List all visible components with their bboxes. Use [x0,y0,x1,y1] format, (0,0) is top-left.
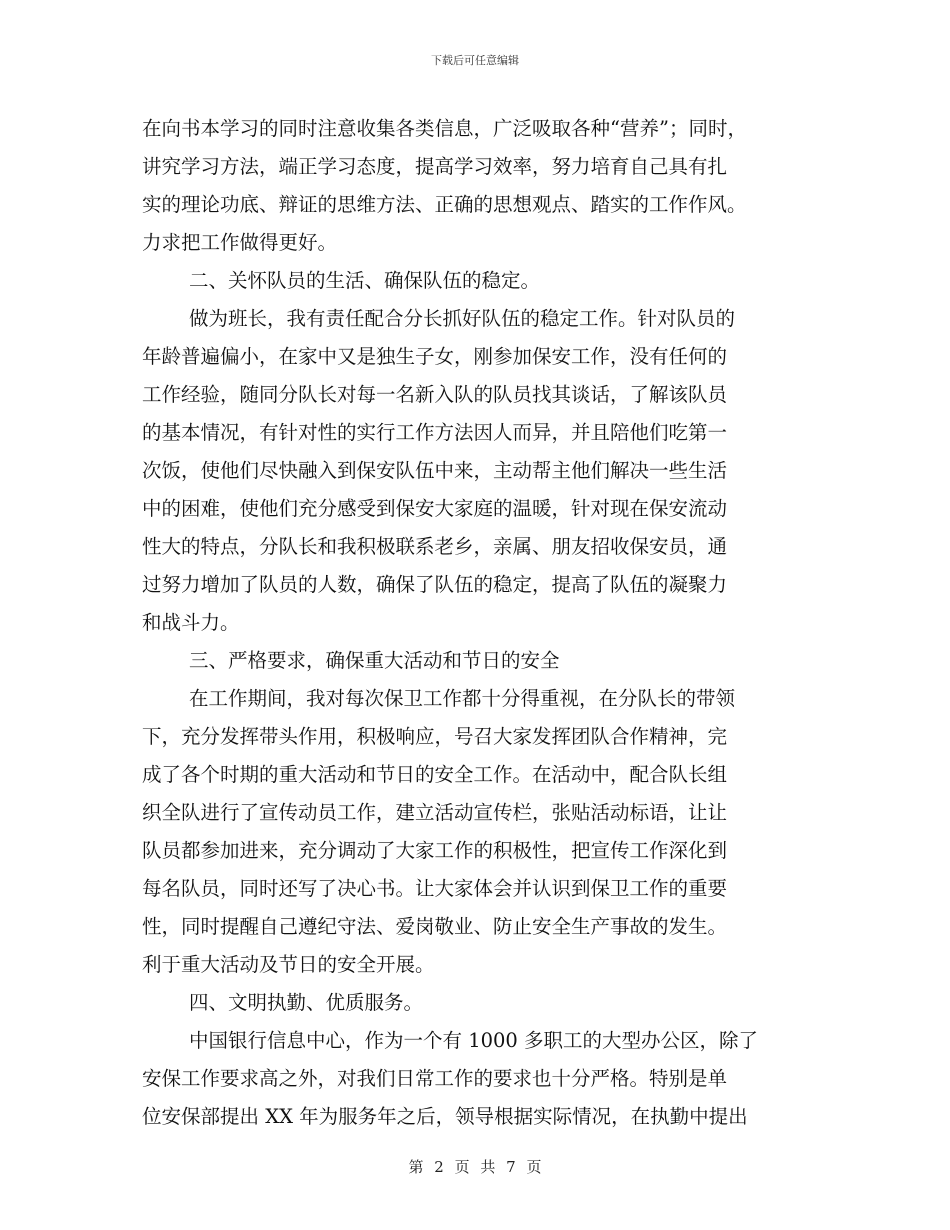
text-line: 利于重大活动及节日的安全开展。 [142,953,435,976]
text-line: 性，同时提醒自己遵纪守法、爱岗敬业、防止安全生产事故的发生。 [142,915,728,938]
text-line: 成了各个时期的重大活动和节日的安全工作。在活动中，配合队长组 [142,763,728,786]
text-line: 二、关怀队员的生活、确保队伍的稳定。 [189,269,541,292]
text-line: 的基本情况，有针对性的实行工作方法因人而异，并且陪他们吃第一 [142,421,728,444]
page-footer: 第 2 页 共 7 页 [408,1158,542,1176]
text-line: 力求把工作做得更好。 [142,231,338,254]
text-line: 实的理论功底、辩证的思维方法、正确的思想观点、踏实的工作作风。 [142,193,747,216]
text-line: 织全队进行了宣传动员工作，建立活动宣传栏，张贴活动标语，让让 [142,801,728,824]
text-line: 中国银行信息中心，作为一个有 1000 多职工的大型办公区，除了 [189,1029,759,1052]
text-line: 讲究学习方法，端正学习态度，提高学习效率，努力培育自己具有扎 [142,155,728,178]
text-line: 四、文明执勤、优质服务。 [189,991,424,1014]
text-line: 过努力增加了队员的人数，确保了队伍的稳定，提高了队伍的凝聚力 [142,573,728,596]
text-line: 和战斗力。 [142,611,240,634]
text-line: 年龄普遍偏小，在家中又是独生子女，刚参加保安工作，没有任何的 [142,345,728,368]
text-line: 次饭，使他们尽快融入到保安队伍中来，主动帮主他们解决一些生活 [142,459,728,482]
text-line: 三、严格要求，确保重大活动和节日的安全 [189,649,560,672]
text-line: 在工作期间，我对每次保卫工作都十分得重视，在分队长的带领 [189,687,736,710]
document-body [142,110,808,1136]
text-line: 位安保部提出 XX 年为服务年之后，领导根据实际情况，在执勤中提出 [142,1105,748,1128]
text-line: 安保工作要求高之外，对我们日常工作的要求也十分严格。特别是单 [142,1067,728,1090]
page-header: 下载后可任意编辑 [431,54,519,67]
text-line: 在向书本学习的同时注意收集各类信息，广泛吸取各种“营养”；同时， [142,117,747,140]
text-line: 性大的特点，分队长和我积极联系老乡，亲属、朋友招收保安员，通 [142,535,728,558]
text-line: 队员都参加进来，充分调动了大家工作的积极性，把宣传工作深化到 [142,839,728,862]
text-line: 工作经验，随同分队长对每一名新入队的队员找其谈话，了解该队员 [142,383,728,406]
text-line: 做为班长，我有责任配合分长抓好队伍的稳定工作。针对队员的 [189,307,736,330]
text-line: 每名队员，同时还写了决心书。让大家体会并认识到保卫工作的重要 [142,877,728,900]
text-line: 下，充分发挥带头作用，积极响应，号召大家发挥团队合作精神，完 [142,725,728,748]
text-line: 中的困难，使他们充分感受到保安大家庭的温暖，针对现在保安流动 [142,497,728,520]
